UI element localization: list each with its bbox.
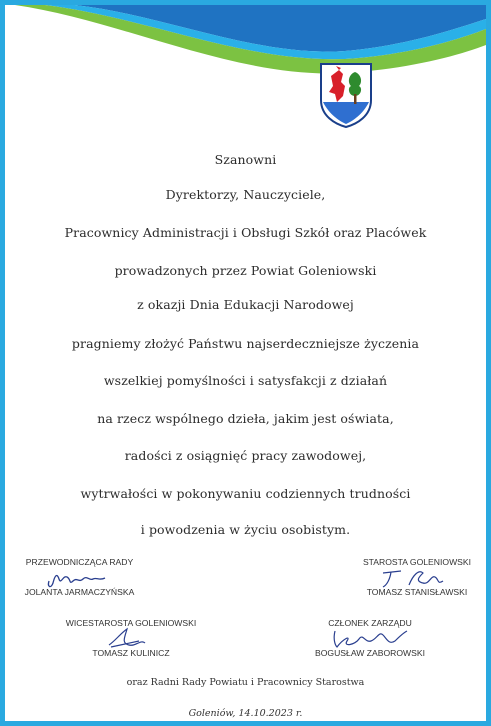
coat-of-arms-icon bbox=[319, 62, 373, 128]
handwritten-signature-chair bbox=[43, 567, 113, 591]
signature-name: TOMASZ STANISŁAWSKI bbox=[366, 586, 468, 597]
letter-line: wytrwałości w pokonywaniu codziennych trudności bbox=[80, 486, 411, 501]
footer-date: Goleniów, 14.10.2023 r. bbox=[188, 708, 303, 719]
letter-line: Pracownicy Administracji i Obsługi Szkół oraz Placówek bbox=[64, 225, 427, 240]
footer-note: oraz Radni Rady Powiatu i Pracownicy Starostwa bbox=[126, 677, 365, 688]
letter-line: z okazji Dnia Edukacji Narodowej bbox=[137, 297, 354, 312]
handwritten-signature-vice bbox=[101, 625, 151, 651]
signature-name: JOLANTA JARMACZYŃSKA bbox=[24, 586, 135, 597]
letter-line: prowadzonych przez Powiat Goleniowski bbox=[114, 263, 377, 278]
signature-role: WICESTAROSTA GOLENIOWSKI bbox=[65, 618, 197, 628]
signature-role: CZŁONEK ZARZĄDU bbox=[328, 618, 412, 628]
signature-name: TOMASZ KULINICZ bbox=[92, 647, 170, 658]
letter-line: wszelkiej pomyślności i satysfakcji z działań bbox=[103, 373, 388, 388]
letter-salutation: Szanowni bbox=[214, 152, 277, 167]
letter-line: radości z osiągnięć pracy zawodowej, bbox=[124, 448, 367, 463]
letter-line: Dyrektorzy, Nauczyciele, bbox=[165, 187, 326, 202]
signature-role: PRZEWODNICZĄCA RADY bbox=[25, 557, 134, 567]
letter-line: i powodzenia w życiu osobistym. bbox=[140, 522, 351, 537]
handwritten-signature-member bbox=[329, 625, 413, 651]
letter-line: pragniemy złożyć Państwu najserdeczniejsze życzenia bbox=[71, 336, 420, 351]
header-wave-decoration bbox=[5, 5, 486, 115]
handwritten-signature-starosta bbox=[379, 565, 449, 593]
signature-name: BOGUSŁAW ZABOROWSKI bbox=[315, 647, 425, 658]
signature-role: STAROSTA GOLENIOWSKI bbox=[362, 557, 472, 567]
letter-line: na rzecz wspólnego dzieła, jakim jest oświata, bbox=[97, 411, 394, 426]
